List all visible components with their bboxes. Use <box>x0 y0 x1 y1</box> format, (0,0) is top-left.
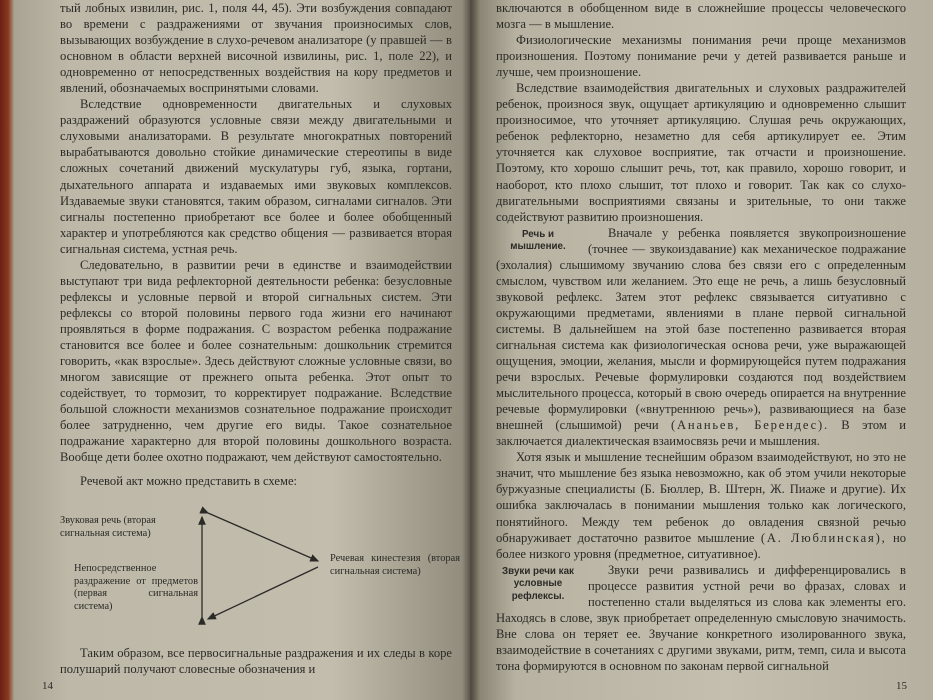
paragraph: Вследствие одновременности двигательных и слуховых раздражений образуются условные связи между двигательными и слуховыми анализаторами. В результате многократных повторений вырабатываются довольно стойкие динамические стереотипы в виде сложных сочетаний движений мускулатуры губ, языка, гортани, дыхательного аппарата и издаваемых ими звуковых комплексов. Издаваемые звуки становятся, таким образом, сигналами сигналов. Эти сигналы постепенно приобретают все более и более обобщенный характер и употребляются как средство общения — развивается вторая сигнальная система, устная речь. <box>60 97 452 256</box>
side-heading-sounds-reflexes: Звуки речи как условные рефлексы. <box>502 565 574 602</box>
diagram-label-speech-kinesthesia: Речевая кинестезия (вторая сигнальная система) <box>330 553 460 577</box>
side-heading-speech-thinking: Речь и мышление. <box>510 228 566 253</box>
section-sounds-reflexes <box>496 562 906 674</box>
arrow-kinesthesia-to-direct <box>208 567 318 619</box>
paragraph: тый лобных извилин, рис. 1, поля 44, 45). Эти возбуждения совпадают во времени с раздражениями от звучания произносимых слов, вызывающих возбуждение в слухо-речевом анализаторе (у правшей — в основном в области верхней височной извилины, рис. 1, поле 22), и одновременно от непосредственных воздействия на кору предметов и явлений, обозначаемых воспринятыми словами. <box>60 1 452 96</box>
section-speech-thinking <box>496 225 906 562</box>
paragraph-text: В этом и заключается диалектическая взаимосвязь речи и мышления. <box>496 418 906 449</box>
book-cover-edge <box>0 0 14 700</box>
right-page <box>470 0 933 700</box>
paragraph: Следовательно, в развитии речи в единстве и взаимодействии выступают три вида рефлекторной деятельности ребенка: безусловные рефлексы и условные первой и второй сигнальных систем. Эти рефлексы со второй половины первого года жизни его начинают проявляться в форме подражания. С возрастом ребенка подражание становится все более и более сознательным: дошкольник стремится говорить, «как взрослые». Здесь действуют сложные условные связи, во многом зависящие от прежнего опыта ребенка. Этот опыт то содействует, то тормозит, то корректирует подражание. Вследствие большой сложности механизмов сознательное подражание происходит более затрудненно, чем другие его виды. Такое сознательное подражание характерно для второй половины дошкольного возраста. Вообще дети более охотно подражают, чем действуют самостоятельно. <box>60 257 452 465</box>
left-page <box>14 0 470 700</box>
page-number-left: 14 <box>42 680 53 692</box>
paragraph: включаются в обобщенном виде в сложнейшие процессы человеческого мозга — в мышление. <box>496 1 906 32</box>
paragraph <box>496 449 906 561</box>
arrow-speech-to-kinesthesia <box>208 513 318 561</box>
author-citation: (Ананьев, Берендес). <box>671 418 829 433</box>
schema-intro: Речевой акт можно представить в схеме: <box>80 474 298 489</box>
diagram-label-direct-stimulus: Непосредственное раздражение от предметов (первая сигнальная система) <box>74 563 198 612</box>
paragraph: Физиологические механизмы понимания речи проще механизмов произношения. Поэтому понимание речи у детей развивается раньше и лучше, чем произношение. <box>496 33 906 80</box>
paragraph: Вследствие взаимодействия двигательных и слуховых раздражителей ребенок, произнося звук, ощущает артикуляцию и одновременно слышит произносимое, что уточняет артикуляцию. Слушая речь окружающих, ребенок рефлекторно, незаметно для себя артикулирует ее. Этим уточняется как слуховое восприятие, так отчасти и произношение. Поэтому, кто хорошо слышит речь, тот, как правило, хорошо говорит, и наоборот, кто плохо слышит, тот плохо и говорит. Так как со слухо-двигательными восприятиями связаны и зрительные, то они также содействуют развитию произношения. <box>496 81 906 224</box>
paragraph-text: но более низкого уровня (предметное, ситуативное). <box>496 530 906 561</box>
book-gutter <box>462 0 480 700</box>
left-text-column <box>60 0 460 678</box>
paragraph-text: Хотя язык и мышление теснейшим образом взаимодействуют, но это не значит, что мышление без языка невозможно, как об этом учили некоторые буржуазные специалисты (Б. Бюллер, В. Штерн, Ж. Пиаже и другие). Их ошибка заключалась в понимании мышления только как логического, понятийного. Между тем ребенок до овладения связной речью обнаруживает достаточно развитое мышление <box>496 450 906 545</box>
paragraph: Таким образом, все первосигнальные раздражения и их следы в коре полушарий получают словесные обозначения и <box>60 646 452 677</box>
page-number-right: 15 <box>896 680 907 692</box>
paragraph <box>496 225 906 450</box>
author-citation: (А. Люблинская), <box>760 530 887 545</box>
diagram-label-sound-speech: Звуковая речь (вторая сигнальная система) <box>60 515 156 539</box>
paragraph-text: Вначале у ребенка появляется звукопроизношение (точнее — звукоиздавание) как механическое подражание (эхолалия) слышимому звучанию слова без связи его с определенным смыслом, чувством или желанием. Это еще не речь, а лишь безусловный звуковой рефлекс. Затем этот рефлекс связывается ситуативно с окружающими предметами, явлениями в плане первой сигнальной системы. В дальнейшем на этой базе постепенно развивается вторая сигнальная система как физиологическая основа речи, уже выражающей ощущения, эмоции, желания, мысли и формирующейся путем подражания речи взрослых. Речевые формулировки создаются под воздействием мыслительного процесса, который в свою очередь опирается на внутренние речевые формулировки («внутреннюю речь»), развивающиеся на базе внешней (слышимой) речи <box>496 225 906 433</box>
paragraph: Звуки речи развивались и дифференцировались в процессе развития устной речи во фразах, словах и постепенно стали выделяться из слова как элементы его. Находясь в слове, звук приобретает определенную смысловую значимость. Вне слова он теряет ее. Звучание конкретного изолированного звука, взаимодействие в сочетаниях с другими звуками, ритм, темп, сила и высота тона формируются в основном по законам первой сигнальной <box>496 562 906 673</box>
speech-act-diagram <box>60 503 460 631</box>
right-text-column <box>496 0 906 674</box>
